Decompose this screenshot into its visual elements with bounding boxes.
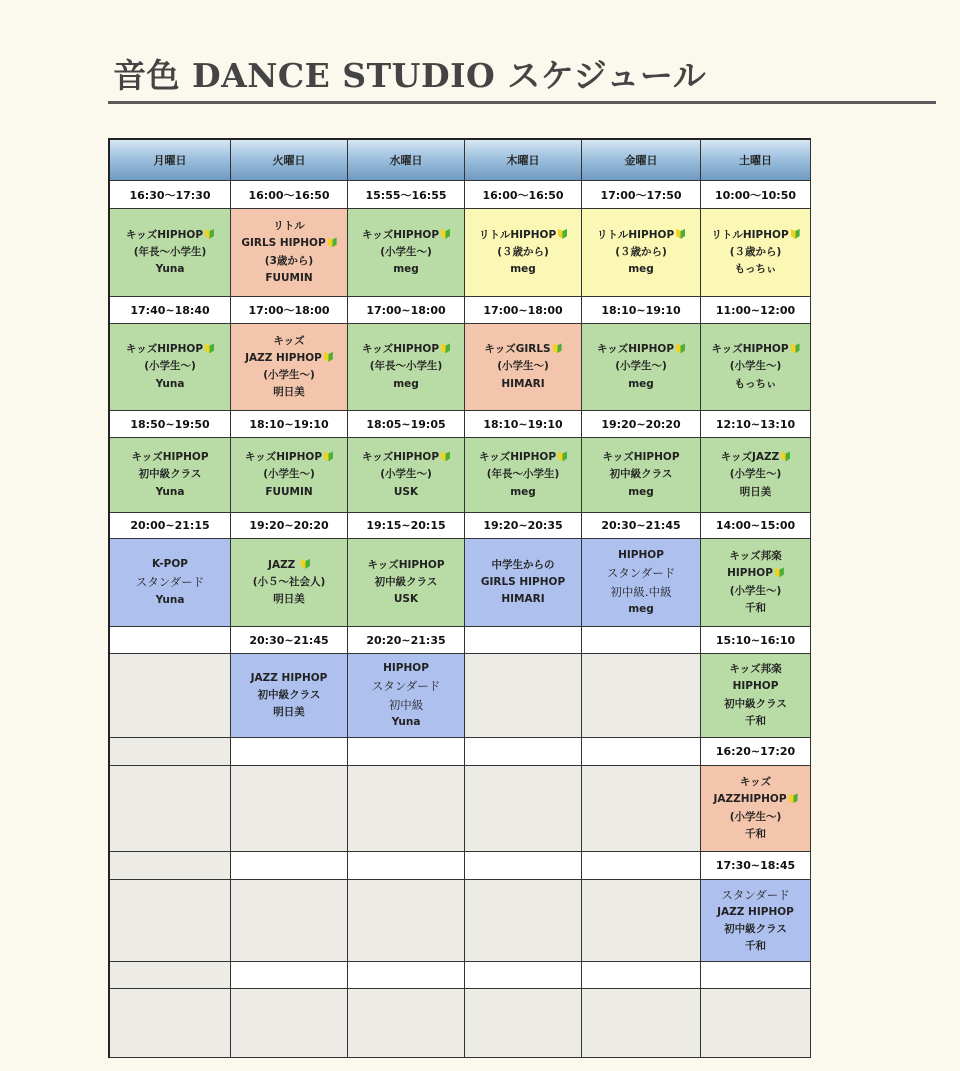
class-cell [701,438,811,513]
class-info-line: Yuna [155,377,185,390]
beginner-mark-icon [441,343,450,353]
class-info-line: USK [393,485,419,498]
class-info-line: (年長〜小学生) [133,245,207,258]
time-slot: 20:30~21:45 [231,627,348,654]
time-slot: 15:55〜16:55 [348,181,465,209]
class-info-line: JAZZ HIPHOP [717,906,794,918]
class-info-line: (小学生〜) [729,584,782,597]
beginner-mark-icon [791,229,800,239]
class-cell [582,324,701,411]
class-info-line: 千和 [745,940,766,953]
class-info-line: 初中級.中級 [610,584,672,599]
class-info-line: 初中級クラス [724,923,787,936]
class-info-line: スタンダード [606,566,676,581]
class-info-line: 初中級クラス [138,468,202,481]
empty-class-cell [110,654,231,738]
class-info-line: GIRLS HIPHOP [241,237,336,250]
time-slot: 20:00~21:15 [110,513,231,539]
class-info-line: キッズ [273,334,305,347]
time-slot: 15:10~16:10 [701,627,811,654]
class-info-line: (年長〜小学生) [369,360,443,373]
class-cell [582,438,701,513]
time-slot [231,738,348,766]
class-info-line: Yuna [155,485,185,498]
time-slot: 16:30〜17:30 [110,181,231,209]
time-slot: 18:10~19:10 [582,297,701,324]
class-info-line: キッズHIPHOP [711,343,799,356]
time-slot: 19:15~20:15 [348,513,465,539]
time-slot: 17:40~18:40 [110,297,231,324]
beginner-mark-icon [791,343,800,353]
class-info-line: USK [393,593,419,606]
time-slot [110,738,231,766]
class-info-line: (3歳から) [264,254,314,267]
time-slot: 14:00~15:00 [701,513,811,539]
class-info-line: (小学生〜) [380,245,432,258]
beginner-mark-icon [324,451,333,461]
day-header: 火曜日 [231,140,348,181]
class-info-line: キッズHIPHOP [479,451,567,464]
class-info-line: キッズJAZZ [721,451,791,464]
class-info-line: JAZZ HIPHOP [245,352,333,365]
class-info-line: meg [510,485,536,498]
class-info-line: meg [628,263,654,276]
class-info-line: (３歳から) [729,245,782,258]
time-slot [231,962,348,989]
time-slot: 20:20~21:35 [348,627,465,654]
class-info-line: JAZZ HIPHOP [250,671,328,684]
class-cell [465,209,582,297]
class-info-line: 初中級クラス [724,697,787,710]
time-slot: 19:20~20:35 [465,513,582,539]
beginner-mark-icon [328,237,337,247]
class-info-line: キッズHIPHOP [362,343,450,356]
class-info-line: HIMARI [501,377,545,390]
time-slot: 10:00〜10:50 [701,181,811,209]
day-header: 木曜日 [465,140,582,181]
beginner-mark-icon [789,793,798,803]
class-info-line: meg [393,377,419,390]
class-info-line: スタンダード [135,575,205,590]
page-title: 音色 DANCE STUDIO スケジュール [113,56,707,95]
class-info-line: (小学生〜) [263,468,315,481]
class-info-line: 明日美 [739,485,772,498]
beginner-mark-icon [205,343,214,353]
class-info-line: (小学生〜) [144,360,196,373]
title-underline [108,101,936,104]
class-info-line: 明日美 [273,706,305,719]
time-slot: 12:10~13:10 [701,411,811,438]
class-info-line: Yuna [155,593,185,606]
class-cell [701,539,811,627]
class-info-line: Yuna [155,263,185,276]
class-info-line: (３歳から) [615,245,667,258]
class-info-line: (小学生〜) [729,810,782,823]
empty-class-cell [582,654,701,738]
class-cell [231,539,348,627]
class-cell [465,324,582,411]
class-cell [231,438,348,513]
class-info-line: キッズHIPHOP [126,229,214,242]
class-cell [348,209,465,297]
class-info-line: 初中級クラス [374,575,438,588]
time-slot [465,738,582,766]
class-cell [348,324,465,411]
schedule-table [108,138,811,1058]
class-info-line: HIPHOP [383,662,429,674]
class-info-line: 初中級クラス [609,468,673,481]
class-cell [701,766,811,852]
time-slot [348,962,465,989]
time-slot: 11:00~12:00 [701,297,811,324]
time-slot [110,962,231,989]
class-info-line: (年長〜小学生) [486,468,560,481]
empty-class-cell [110,880,231,962]
empty-class-cell [582,880,701,962]
beginner-mark-icon [301,559,310,569]
empty-class-cell [231,880,348,962]
empty-class-cell [110,766,231,852]
beginner-mark-icon [441,451,450,461]
day-header: 金曜日 [582,140,701,181]
time-slot: 17:00~18:00 [465,297,582,324]
class-info-line: (小５〜社会人) [252,575,326,588]
class-info-line: もっちぃ [734,263,777,276]
class-cell [231,654,348,738]
class-cell [465,539,582,627]
class-info-line: リトル [273,220,305,233]
class-info-line: JAZZHIPHOP [713,793,797,806]
class-info-line: スタンダード [371,679,441,694]
time-slot [348,738,465,766]
class-info-line: FUUMIN [265,485,313,498]
day-header: 土曜日 [701,140,811,181]
beginner-mark-icon [558,229,567,239]
class-cell [701,880,811,962]
time-slot: 18:05~19:05 [348,411,465,438]
class-cell [465,438,582,513]
beginner-mark-icon [558,451,567,461]
time-slot [465,627,582,654]
time-slot: 17:00〜18:00 [231,297,348,324]
class-cell [348,654,465,738]
class-info-line: FUUMIN [265,271,313,284]
class-info-line: JAZZ [268,559,310,572]
day-header: 月曜日 [110,140,231,181]
time-slot [701,962,811,989]
class-info-line: 千和 [745,601,766,614]
class-info-line: (小学生〜) [497,360,549,373]
class-info-line: (小学生〜) [729,468,782,481]
time-slot: 17:00〜17:50 [582,181,701,209]
class-cell [231,324,348,411]
class-info-line: 初中級クラス [257,688,321,701]
empty-class-cell [465,989,582,1058]
time-slot [582,962,701,989]
time-slot [348,852,465,880]
class-info-line: キッズ邦楽 [729,550,782,563]
class-info-line: meg [628,377,654,390]
class-cell [110,539,231,627]
class-info-line: GIRLS HIPHOP [480,575,566,588]
day-header: 水曜日 [348,140,465,181]
class-info-line: キッズ [739,776,772,789]
time-slot [582,627,701,654]
class-cell [701,324,811,411]
time-slot: 17:30~18:45 [701,852,811,880]
class-info-line: キッズHIPHOP [602,451,680,464]
class-info-line: キッズHIPHOP [126,343,214,356]
empty-class-cell [582,766,701,852]
class-info-line: meg [628,602,654,615]
class-info-line: meg [628,485,654,498]
class-info-line: キッズHIPHOP [362,451,450,464]
class-cell [582,539,701,627]
empty-class-cell [465,880,582,962]
beginner-mark-icon [205,229,214,239]
class-info-line: 明日美 [273,386,305,399]
class-info-line: スタンダード [721,887,790,902]
time-slot: 19:20~20:20 [231,513,348,539]
class-info-line: キッズHIPHOP [362,229,450,242]
time-slot [110,627,231,654]
class-info-line: (小学生〜) [615,360,667,373]
class-info-line: 千和 [745,827,766,840]
empty-class-cell [231,989,348,1058]
class-info-line: K-POP [152,558,188,571]
class-info-line: 中学生からの [491,558,555,571]
class-info-line: HIPHOP [732,680,779,693]
beginner-mark-icon [324,352,333,362]
class-info-line: HIPHOP [727,567,784,580]
class-info-line: リトルHIPHOP [479,229,567,242]
class-cell [701,209,811,297]
empty-class-cell [348,880,465,962]
class-info-line: 千和 [745,714,766,727]
beginner-mark-icon [441,229,450,239]
class-info-line: リトルHIPHOP [597,229,685,242]
class-cell [110,324,231,411]
class-cell [110,438,231,513]
time-slot [465,962,582,989]
time-slot [582,852,701,880]
class-info-line: リトルHIPHOP [711,229,799,242]
empty-class-cell [348,766,465,852]
class-info-line: (小学生〜) [263,369,315,381]
empty-class-cell [582,989,701,1058]
beginner-mark-icon [775,567,784,577]
class-info-line: 明日美 [273,593,305,606]
class-info-line: HIPHOP [618,549,664,561]
class-cell [110,209,231,297]
beginner-mark-icon [676,229,685,239]
class-cell [231,209,348,297]
class-cell [582,209,701,297]
class-cell [348,438,465,513]
class-info-line: キッズHIPHOP [367,558,445,571]
time-slot [465,852,582,880]
time-slot: 18:10~19:10 [231,411,348,438]
empty-class-cell [348,989,465,1058]
class-info-line: meg [510,263,536,276]
empty-class-cell [231,766,348,852]
time-slot: 17:00~18:00 [348,297,465,324]
time-slot: 16:00〜16:50 [465,181,582,209]
class-info-line: キッズHIPHOP [131,451,209,464]
empty-class-cell [465,654,582,738]
class-info-line: キッズHIPHOP [597,343,685,356]
class-info-line: (３歳から) [497,245,549,258]
empty-class-cell [110,989,231,1058]
class-info-line: meg [393,263,419,276]
class-cell [701,654,811,738]
time-slot [582,738,701,766]
time-slot [231,852,348,880]
time-slot: 18:10~19:10 [465,411,582,438]
class-info-line: HIMARI [501,593,545,606]
time-slot: 16:00〜16:50 [231,181,348,209]
time-slot: 18:50~19:50 [110,411,231,438]
class-cell [348,539,465,627]
class-info-line: (小学生〜) [729,360,782,373]
class-info-line: (小学生〜) [380,468,432,481]
empty-class-cell [465,766,582,852]
beginner-mark-icon [676,343,685,353]
class-info-line: Yuna [391,715,421,728]
class-info-line: キッズ邦楽 [729,663,782,676]
class-info-line: もっちぃ [734,377,777,390]
time-slot [110,852,231,880]
class-info-line: 初中級 [388,697,424,712]
time-slot: 20:30~21:45 [582,513,701,539]
class-info-line: キッズGIRLS [484,343,561,356]
time-slot: 16:20~17:20 [701,738,811,766]
beginner-mark-icon [553,343,562,353]
time-slot: 19:20~20:20 [582,411,701,438]
class-info-line: キッズHIPHOP [245,451,333,464]
beginner-mark-icon [781,451,790,461]
empty-class-cell [701,989,811,1058]
